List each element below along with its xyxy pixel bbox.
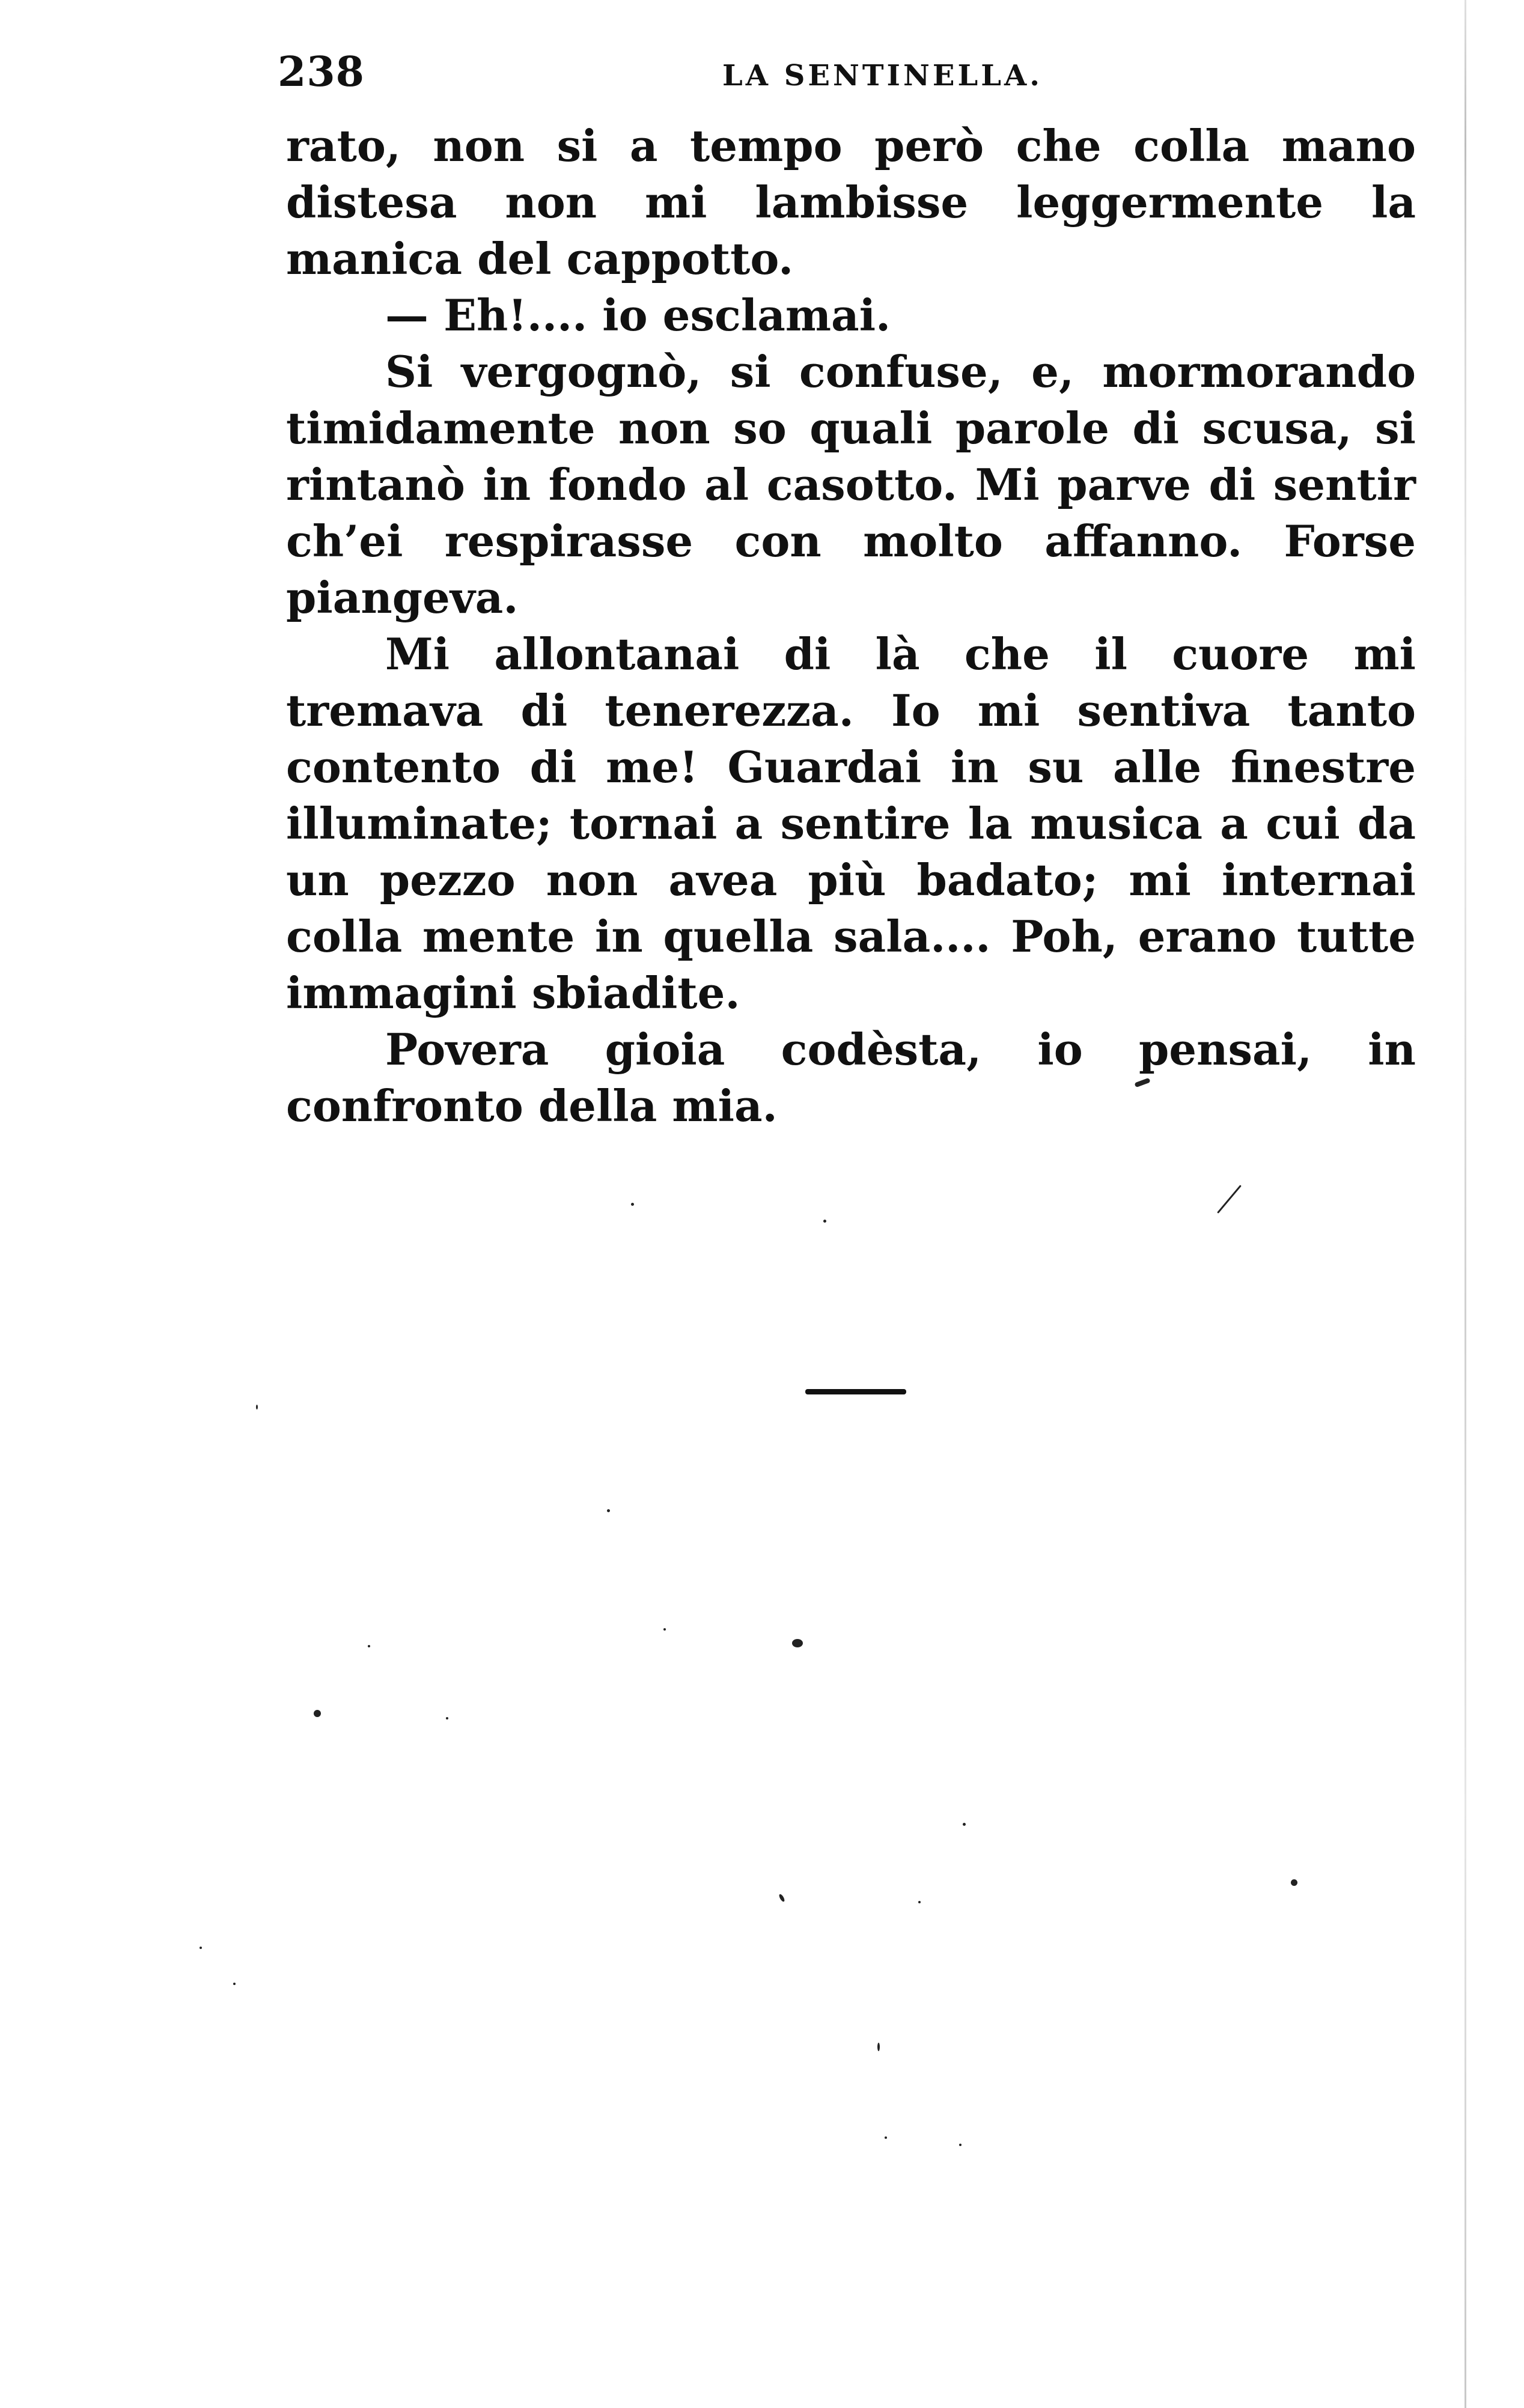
scan-speck (1291, 1879, 1297, 1886)
scan-speck (256, 1405, 258, 1409)
page-number: 238 (278, 48, 365, 96)
scan-speck (885, 2136, 887, 2139)
scan-speck (314, 1710, 321, 1717)
paragraph: rato, non si a tempo però che colla mano distesa non mi lambisse leggermente la manica del cappotto. (286, 120, 1416, 284)
scan-speck (233, 1983, 236, 1985)
page-header (278, 42, 1413, 102)
section-separator-rule (805, 1389, 906, 1394)
scan-speck (877, 2043, 880, 2051)
scan-speck (963, 1823, 966, 1826)
body-text (286, 118, 1416, 1134)
scan-speck (959, 2144, 962, 2146)
scan-speck (368, 1645, 370, 1647)
paragraph: Povera gioia codèsta, io pensai, in confronto della mia. (286, 1024, 1416, 1131)
scan-speck (607, 1509, 610, 1512)
scan-speck (918, 1901, 921, 1903)
paragraph: — Eh!.... io esclamai. (385, 290, 891, 341)
scan-speck (663, 1628, 666, 1631)
scan-speck (631, 1203, 634, 1206)
scan-speck (778, 1893, 785, 1902)
scan-speck (1217, 1185, 1242, 1214)
page-edge (1465, 0, 1466, 2408)
scan-speck (446, 1717, 448, 1719)
scan-speck (792, 1639, 803, 1647)
paragraph: Si vergognò, si confuse, e, mormorando timidamente non so quali parole di scusa, si rintanò in fondo al casotto. Mi parve di sentir ch’ei respirasse con molto affanno. Forse piangeva. (286, 346, 1416, 623)
paragraph: Mi allontanai di là che il cuore mi tremava di tenerezza. Io mi sentiva tanto contento di me! Guardai in su alle finestre illuminate; tornai a sentire la musica a cui da un pezzo non avea più badato; mi internai colla mente in quella sala.... Poh, erano tutte immagini sbiadite. (286, 628, 1416, 1018)
scan-speck (823, 1220, 826, 1223)
running-head: LA SENTINELLA. (722, 59, 1043, 93)
scan-speck (200, 1947, 202, 1949)
